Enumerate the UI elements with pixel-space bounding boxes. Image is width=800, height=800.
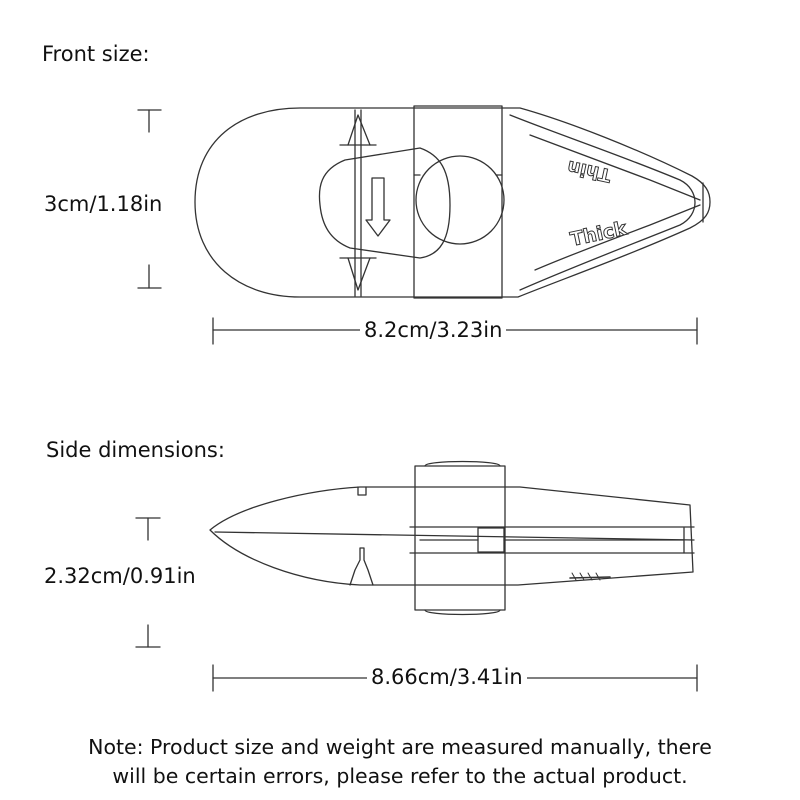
note-line-2: will be certain errors, please refer to the actual product. [112, 764, 688, 788]
note-line-1: Note: Product size and weight are measured manually, there [88, 735, 712, 759]
side-dimensions-title: Side dimensions: [46, 438, 225, 462]
front-height-label: 3cm/1.18in [44, 192, 163, 216]
thick-marking: Thick [568, 217, 629, 251]
front-width-label: 8.2cm/3.23in [360, 320, 506, 341]
side-width-label: 8.66cm/3.41in [367, 667, 527, 688]
thin-marking: Thin [565, 155, 614, 186]
measurement-note [0, 733, 800, 791]
front-size-title: Front size: [42, 42, 150, 66]
front-view-product [195, 106, 710, 298]
side-view-product [210, 462, 694, 615]
side-height-label: 2.32cm/0.91in [44, 564, 196, 588]
